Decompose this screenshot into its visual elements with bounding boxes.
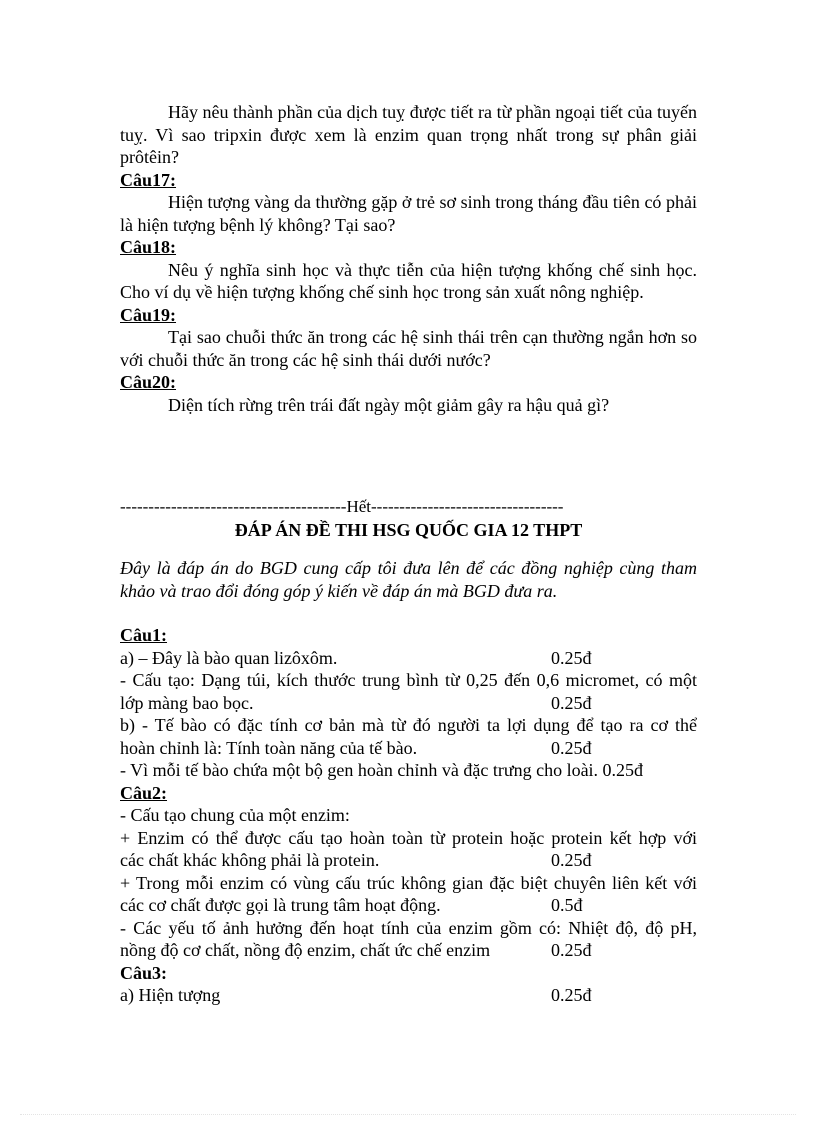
answer-title: ĐÁP ÁN ĐỀ THI HSG QUỐC GIA 12 THPT (234, 519, 583, 540)
answer-2-label: Câu2: (120, 782, 168, 803)
page-bottom-rule (20, 1114, 796, 1115)
answer-3-score-1: 0.25đ (551, 985, 592, 1005)
end-divider: ----------------------------------------Hết---------------------------------- (120, 497, 564, 516)
answer-1-line-1 (120, 647, 697, 670)
answer-2-line-3a: + Trong mỗi enzim có vùng cấu trúc không gian đặc biệt chuyên liên kết với (120, 872, 697, 893)
answer-1-line-3 (120, 737, 697, 760)
answer-2-line-1: - Cấu tạo chung của một enzim: (120, 805, 350, 825)
question-20-text: Diện tích rừng trên trái đất ngày một giảm gây ra hậu quả gì? (168, 394, 610, 415)
answer-3-label: Câu3: (120, 962, 168, 983)
answer-1-line-3a: b) - Tế bào có đặc tính cơ bản mà từ đó người ta lợi dụng để tạo ra cơ thể (120, 715, 697, 735)
answer-3-line-1-text: a) Hiện tượng (120, 985, 221, 1005)
question-18-label: Câu18: (120, 237, 177, 257)
answer-1-label: Câu1: (120, 625, 168, 645)
page-content (120, 101, 697, 1007)
answer-2-line-4b: nồng độ cơ chất, nồng độ enzim, chất ức chế enzim (120, 940, 491, 960)
question-20-label: Câu20: (120, 372, 177, 392)
answer-2-line-4a: - Các yếu tố ảnh hưởng đến hoạt tính của enzim gồm có: Nhiệt độ, độ pH, (120, 917, 697, 938)
answer-2-line-2 (120, 849, 697, 872)
answer-1-line-2 (120, 692, 697, 715)
answer-1-score-3: 0.25đ (551, 737, 592, 758)
answer-1-line-1-text: a) – Đây là bào quan lizôxôm. (120, 647, 338, 668)
spacer (120, 602, 697, 624)
answer-1-line-2a: - Cấu tạo: Dạng túi, kích thước trung bình từ 0,25 đến 0,6 micromet, có một (120, 670, 697, 690)
answer-2-score-3: 0.5đ (551, 895, 583, 915)
question-18-text: Nêu ý nghĩa sinh học và thực tiễn của hiện tượng khống chế sinh học. Cho ví dụ về hiện tượng khống chế sinh học trong sản xuất nông nghiệp. (120, 259, 697, 302)
question-19-text: Tại sao chuỗi thức ăn trong các hệ sinh thái trên cạn thường ngắn hơn so với chuỗi thức ăn trong các hệ sinh thái dưới nước? (120, 327, 697, 370)
answer-3-line-1 (120, 984, 697, 1007)
answer-2-line-3b: các cơ chất được gọi là trung tâm hoạt động. (120, 895, 441, 915)
question-17-text: Hiện tượng vàng da thường gặp ở trẻ sơ sinh trong tháng đầu tiên có phải là hiện tượng bệnh lý không? Tại sao? (120, 192, 697, 235)
answer-2-line-2b: các chất khác không phải là protein. (120, 850, 380, 870)
answer-2-line-2a: + Enzim có thể được cấu tạo hoàn toàn từ protein hoặc protein kết hợp với (120, 827, 697, 848)
answer-2-line-3 (120, 894, 697, 917)
answer-2-score-2: 0.25đ (551, 850, 592, 870)
question-17-label: Câu17: (120, 169, 177, 190)
question-16-text: Hãy nêu thành phần của dịch tuỵ được tiết ra từ phần ngoại tiết của tuyến tuỵ. Vì sao tripxin được xem là enzim quan trọng nhất trong sự phân giải prôtêin? (120, 102, 697, 167)
answer-2-line-4 (120, 939, 697, 962)
answer-1-line-2b: lớp màng bao bọc. (120, 692, 254, 713)
answer-1-score-2: 0.25đ (551, 692, 592, 713)
answer-1-line-4: - Vì mỗi tế bào chứa một bộ gen hoàn chỉnh và đặc trưng cho loài. 0.25đ (120, 760, 644, 780)
answer-1-line-3b: hoàn chỉnh là: Tính toàn năng của tế bào. (120, 737, 418, 758)
question-19-label: Câu19: (120, 304, 177, 325)
answer-2-score-4: 0.25đ (551, 940, 592, 960)
answer-intro: Đây là đáp án do BGD cung cấp tôi đưa lên để các đồng nghiệp cùng tham khảo và trao đổi đóng góp ý kiến về đáp án mà BGD đưa ra. (120, 558, 697, 601)
answer-1-score-1: 0.25đ (551, 647, 592, 668)
